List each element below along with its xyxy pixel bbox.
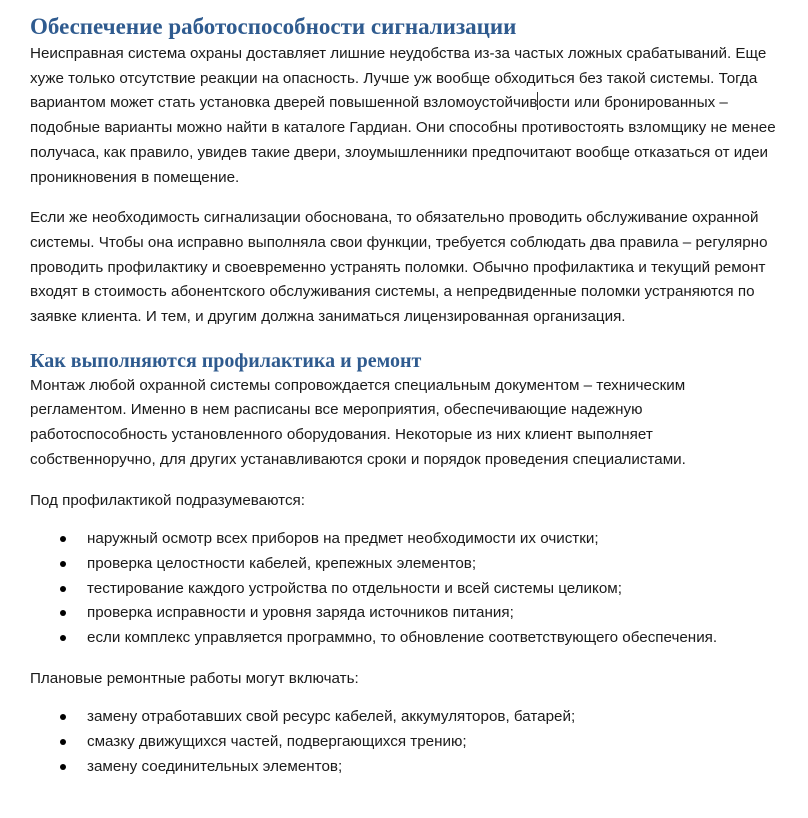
list-item[interactable] [30, 577, 780, 602]
bullet-icon [60, 739, 66, 745]
list-item-text: если комплекс управляется программно, то обновление соответствующего обеспечения. [87, 629, 718, 646]
paragraph-service[interactable]: Если же необходимость сигнализации обоснована, то обязательно проводить обслуживание охранной системы. Чтобы она исправно выполняла свои функции, требуется соблюдать два правила – регулярно проводить профилактику и своевременно устранять поломки. Обычно профилактика и текущий ремонт входят в стоимость абонентского обслуживания системы, а непредвиденные поломки устраняются по заявке клиента. И тем, и другим должна заниматься лицензированная организация. [30, 209, 768, 326]
section-heading-maintenance: Обеспечение работоспособности сигнализации [30, 14, 517, 39]
list-item[interactable] [30, 601, 780, 626]
list-item-text: наружный осмотр всех приборов на предмет необходимости их очистки; [87, 530, 599, 548]
bullet-icon [60, 764, 66, 770]
list-item[interactable] [30, 626, 780, 651]
bullet-icon [60, 586, 66, 592]
list-item-text: проверка целостности кабелей, крепежных элементов; [87, 554, 477, 572]
list-item-text: замену соединительных элементов; [87, 757, 343, 775]
list-item-text: тестирование каждого устройства по отдельности и всей системы целиком; [87, 579, 622, 597]
list-item[interactable] [30, 705, 780, 730]
bullet-icon [60, 635, 66, 641]
list-item[interactable] [30, 755, 780, 780]
bullet-icon [60, 714, 66, 720]
list-item[interactable] [30, 730, 780, 755]
list-item-text: замену отработавших свой ресурс кабелей, аккумуляторов, батарей; [87, 708, 576, 726]
paragraph-intro-text-end: ости или бронированных – подобные варианты можно найти в каталоге Гардиан. Они способны противостоять взломщику не менее получаса, как правило, увидев такие двери, злоумышленники предпочитают вообще отказаться от идеи проникновения в помещение. [30, 94, 776, 186]
list-item-text: проверка исправности и уровня заряда источников питания; [87, 604, 514, 622]
bullet-icon [60, 561, 66, 567]
bullet-icon [60, 536, 66, 542]
list-item-text: смазку движущихся частей, подвергающихся трению; [87, 733, 467, 751]
maintenance-list-intro[interactable]: Под профилактикой подразумеваются: [30, 491, 305, 509]
maintenance-list [30, 527, 780, 650]
repair-list-intro[interactable]: Плановые ремонтные работы могут включать: [30, 669, 359, 687]
bullet-icon [60, 610, 66, 616]
list-item[interactable] [30, 552, 780, 577]
section-heading-prevention: Как выполняются профилактика и ремонт [30, 349, 422, 372]
paragraph-intro[interactable] [30, 42, 780, 190]
paragraph-intro-text-start: Неисправная система охраны доставляет лишние неудобства из-за частых ложных срабатываний. Еще хуже только отсутствие реакции на опасность. Лучше уж вообще обходиться без такой системы. Тогда вариантом может стать установка дверей повышенной взломоустойчив [30, 45, 767, 112]
list-item[interactable] [30, 527, 780, 552]
paragraph-regulations[interactable]: Монтаж любой охранной системы сопровождается специальным документом – техническим регламентом. Именно в нем расписаны все мероприятия, обеспечивающие надежную работоспособность установленного оборудования. Некоторые из них клиент выполняет собственноручно, для других устанавливаются сроки и порядок проведения специалистами. [30, 376, 686, 468]
document-page [30, 12, 780, 779]
repair-list [30, 705, 780, 779]
